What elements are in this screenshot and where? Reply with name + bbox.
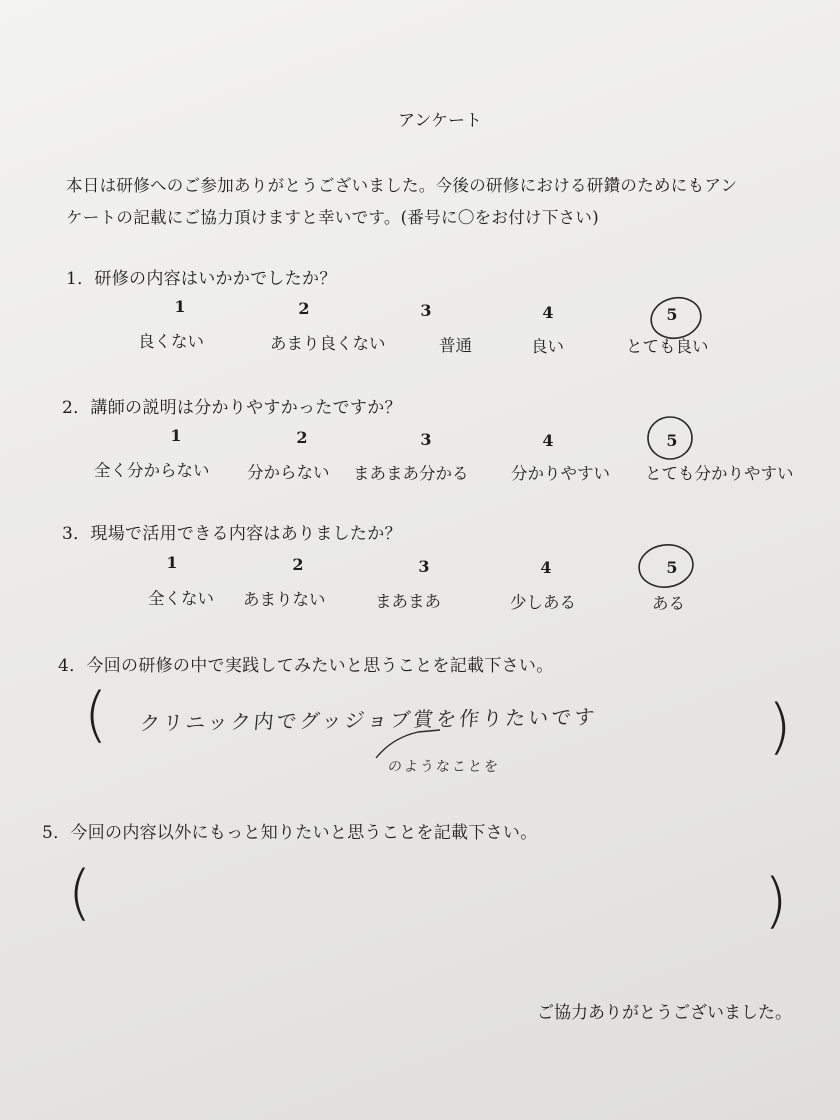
intro-line-1: 本日は研修へのご参加ありがとうございました。今後の研修における研鑽のためにもアン: [66, 176, 738, 195]
question-1-text: 1．研修の内容はいかかでしたか？: [66, 269, 337, 289]
q1-option-5: とても良い: [626, 337, 709, 356]
question-4-text: 4．今回の研修の中で実践してみたいと思うことを記載下さい。: [58, 656, 554, 676]
q1-number-2[interactable]: 2: [298, 299, 310, 318]
q2-number-2[interactable]: 2: [296, 428, 308, 447]
q1-number-3[interactable]: 3: [420, 301, 432, 320]
q1-option-1: 良くない: [138, 332, 204, 351]
q1-option-4: 良い: [531, 337, 564, 356]
q1-number-5[interactable]: 5: [666, 305, 678, 324]
q2-option-4: 分かりやすい: [511, 464, 610, 483]
q2-number-1[interactable]: 1: [170, 426, 182, 445]
q4-handwritten-insertion: のようなことを: [387, 759, 501, 775]
q1-option-3: 普通: [439, 336, 472, 355]
q4-insertion-caret: [376, 730, 440, 758]
q3-number-2[interactable]: 2: [292, 555, 304, 574]
page-title: アンケート: [398, 111, 482, 131]
q3-option-2: あまりない: [243, 590, 326, 609]
q2-number-5[interactable]: 5: [666, 431, 678, 450]
question-3-text: 3．現場で活用できる内容はありましたか？: [62, 524, 402, 544]
q3-number-4[interactable]: 4: [540, 558, 552, 577]
question-2-text: 2．講師の説明は分かりやすかったですか？: [62, 398, 402, 418]
q2-option-5: とても分かりやすい: [645, 464, 794, 483]
q3-option-5: ある: [652, 594, 685, 613]
closing-thanks: ご協力ありがとうございました。: [537, 1003, 792, 1023]
q1-option-2: あまり良くない: [270, 334, 386, 353]
q3-number-1[interactable]: 1: [166, 553, 178, 572]
q4-open-paren: (: [84, 680, 108, 750]
q2-option-2: 分からない: [247, 463, 330, 482]
q2-number-4[interactable]: 4: [542, 431, 554, 450]
q3-option-3: まあまあ: [375, 592, 441, 611]
intro-line-2: ケートの記載にご協力頂けますと幸いです。(番号に〇をお付け下さい): [66, 208, 599, 227]
q2-number-3[interactable]: 3: [420, 430, 432, 449]
q4-handwritten-answer[interactable]: クリニック内でグッジョブ賞を作りたいです: [138, 704, 599, 736]
q4-close-paren: ): [768, 692, 792, 762]
q3-option-1: 全くない: [148, 589, 214, 608]
q3-number-3[interactable]: 3: [418, 557, 430, 576]
q1-number-4[interactable]: 4: [542, 303, 554, 322]
question-5-text: 5．今回の内容以外にもっと知りたいと思うことを記載下さい。: [42, 823, 538, 843]
q3-number-5[interactable]: 5: [666, 558, 678, 577]
q5-answer-area[interactable]: [120, 870, 740, 930]
q5-close-paren: ): [764, 866, 788, 936]
q2-option-3: まあまあ分かる: [353, 464, 469, 483]
q1-number-1[interactable]: 1: [174, 297, 186, 316]
q2-option-1: 全く分からない: [94, 461, 210, 480]
q5-open-paren: (: [68, 858, 92, 928]
q3-option-4: 少しある: [510, 593, 576, 612]
